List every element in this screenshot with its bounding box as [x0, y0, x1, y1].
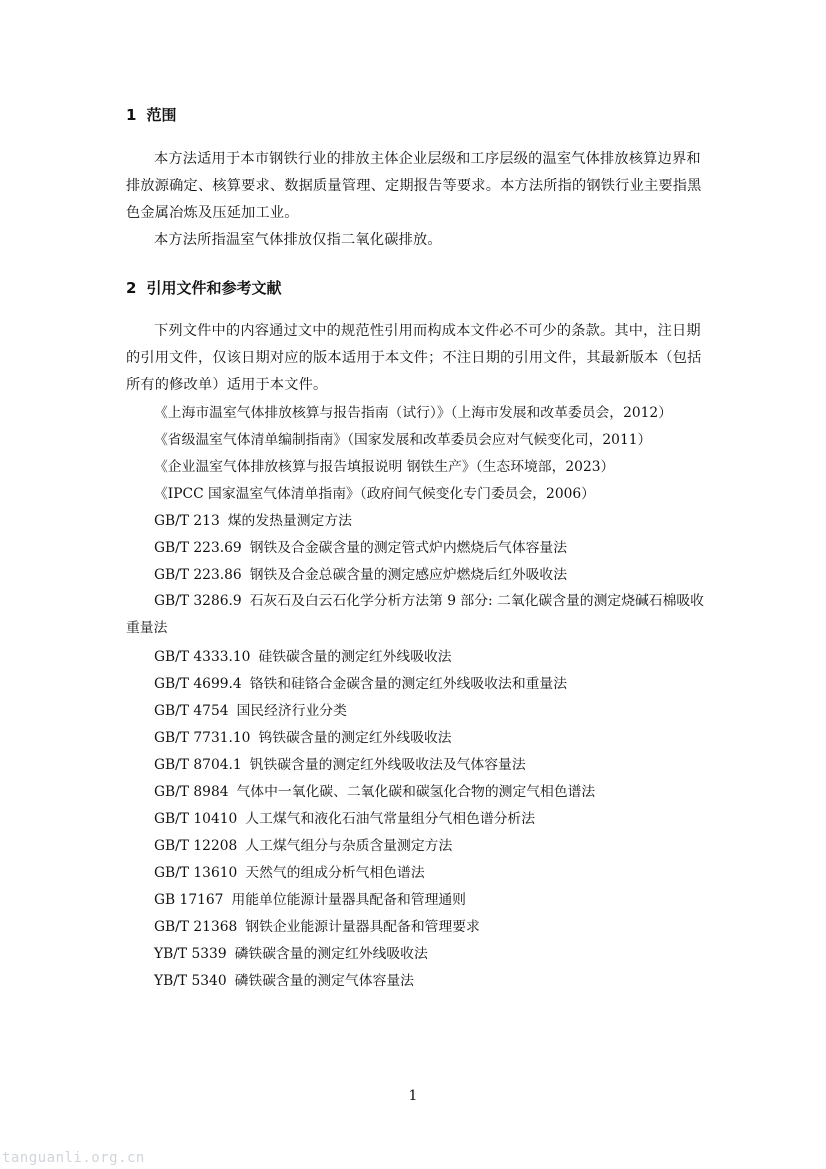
standard-title: 用能单位能源计量器具配备和管理通则	[231, 892, 466, 908]
standard-code: GB/T 7731.10	[154, 730, 251, 746]
standard-code: GB/T 10410	[154, 811, 238, 827]
standard-code: GB/T 12208	[154, 838, 238, 854]
standard-title: 磷铁碳含量的测定气体容量法	[234, 973, 414, 989]
standard-item	[154, 511, 352, 531]
standard-code: GB/T 8984	[154, 784, 229, 800]
standard-code: GB/T 3286.9	[154, 593, 242, 609]
standard-item	[154, 647, 452, 667]
section-1-heading	[126, 104, 176, 125]
standard-item	[154, 944, 428, 964]
standard-item	[154, 701, 347, 721]
watermark: tanguanli.org.cn	[2, 1150, 145, 1166]
standard-item	[154, 728, 452, 748]
paragraph-text: 本方法所指温室气体排放仅指二氧化碳排放。	[154, 232, 442, 248]
standard-code: GB/T 213	[154, 513, 220, 529]
standard-item	[154, 890, 466, 910]
standard-code: GB/T 8704.1	[154, 757, 242, 773]
standard-title: 硅铁碳含量的测定红外线吸收法	[258, 649, 452, 665]
standard-code: GB/T 223.69	[154, 540, 242, 556]
section-2-heading	[126, 277, 281, 298]
standard-item	[154, 917, 480, 937]
standard-item	[154, 836, 452, 856]
page-number: 1	[408, 1088, 418, 1104]
standard-title: 石灰石及白云石化学分析方法第 9 部分: 二氧化碳含量的测定烧碱石棉吸收重量法	[126, 593, 704, 636]
standard-title: 磷铁碳含量的测定红外线吸收法	[234, 946, 428, 962]
standard-title: 钢铁及合金总碳含量的测定感应炉燃烧后红外吸收法	[249, 567, 568, 583]
standard-code: GB/T 13610	[154, 865, 238, 881]
standard-code: YB/T 5340	[154, 973, 227, 989]
standard-item	[154, 782, 595, 802]
paragraph-scope	[126, 146, 706, 227]
standard-code: GB/T 223.86	[154, 567, 242, 583]
standard-code: GB/T 4754	[154, 703, 229, 719]
standard-item	[154, 755, 526, 775]
standard-code: GB/T 4333.10	[154, 649, 251, 665]
standard-item	[154, 971, 414, 991]
reference-item: 《企业温室气体排放核算与报告填报说明 钢铁生产》（生态环境部，2023）	[154, 459, 615, 475]
standard-title: 钒铁碳含量的测定红外线吸收法及气体容量法	[249, 757, 526, 773]
standard-code: GB 17167	[154, 892, 224, 908]
standard-code: YB/T 5339	[154, 946, 227, 962]
section-title: 引用文件和参考文献	[146, 279, 282, 297]
standard-title: 铬铁和硅铬合金碳含量的测定红外线吸收法和重量法	[249, 676, 568, 692]
section-number: 2	[126, 279, 137, 297]
standard-title: 煤的发热量测定方法	[227, 513, 352, 529]
standard-title: 钢铁企业能源计量器具配备和管理要求	[245, 919, 480, 935]
paragraph-scope-co2	[126, 227, 706, 254]
standard-title: 钨铁碳含量的测定红外线吸收法	[258, 730, 452, 746]
standard-item	[126, 588, 706, 642]
standard-item	[154, 809, 535, 829]
section-number: 1	[126, 106, 137, 124]
standard-code: GB/T 21368	[154, 919, 238, 935]
standard-title: 钢铁及合金碳含量的测定管式炉内燃烧后气体容量法	[249, 540, 568, 556]
standard-title: 天然气的组成分析气相色谱法	[245, 865, 425, 881]
section-title: 范围	[146, 106, 177, 124]
standard-code: GB/T 4699.4	[154, 676, 242, 692]
paragraph-references-intro	[126, 318, 706, 399]
paragraph-text: 下列文件中的内容通过文中的规范性引用而构成本文件必不可少的条款。其中，注日期的引用文件，仅该日期对应的版本适用于本文件；不注日期的引用文件，其最新版本（包括所有的修改单）适用于本文件。	[126, 323, 702, 393]
reference-item: 《省级温室气体清单编制指南》（国家发展和改革委员会应对气候变化司，2011）	[154, 432, 652, 448]
standard-title: 人工煤气和液化石油气常量组分气相色谱分析法	[245, 811, 536, 827]
standard-item	[154, 565, 567, 585]
reference-item: 《IPCC 国家温室气体清单指南》（政府间气候变化专门委员会，2006）	[154, 486, 595, 502]
standard-item	[154, 538, 567, 558]
standard-title: 人工煤气组分与杂质含量测定方法	[245, 838, 453, 854]
standard-item	[154, 674, 567, 694]
standard-title: 气体中一氧化碳、二氧化碳和碳氢化合物的测定气相色谱法	[236, 784, 596, 800]
paragraph-text: 本方法适用于本市钢铁行业的排放主体企业层级和工序层级的温室气体排放核算边界和排放源确定、核算要求、数据质量管理、定期报告等要求。本方法所指的钢铁行业主要指黑色金属冶炼及压延加工业。	[126, 151, 702, 221]
reference-item: 《上海市温室气体排放核算与报告指南（试行）》（上海市发展和改革委员会，2012）	[154, 405, 672, 421]
standard-title: 国民经济行业分类	[236, 703, 347, 719]
standard-item	[154, 863, 425, 883]
